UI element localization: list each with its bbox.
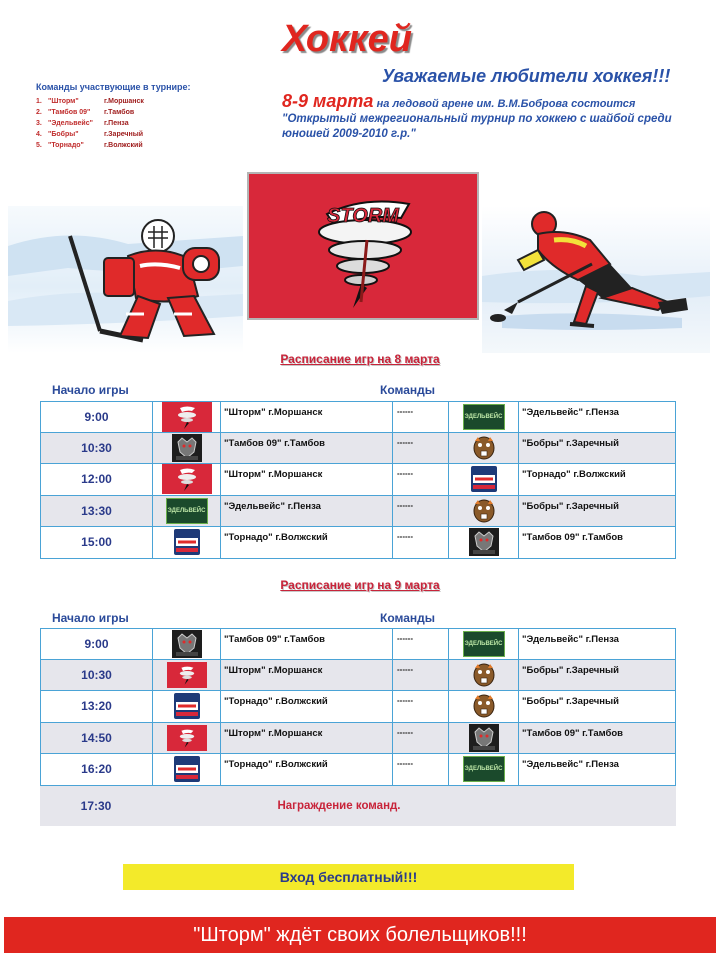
game-time: 9:00 — [41, 402, 153, 432]
team2-name: "Эдельвейс" г.Пенза — [522, 634, 619, 645]
team1-name: "Шторм" г.Моршанск — [221, 464, 393, 495]
tornado-logo-icon — [174, 756, 200, 782]
teams-heading: Команды участвующие в турнире: — [36, 82, 191, 92]
team2-logo-cell — [449, 660, 519, 691]
event-dates: 8-9 марта — [282, 91, 374, 111]
team-city: г.Заречный — [104, 131, 144, 138]
poster-title: Хоккей — [282, 18, 412, 60]
beaver-logo-icon — [472, 498, 496, 524]
day1-col-start: Начало игры — [52, 383, 129, 397]
award-row — [40, 786, 676, 826]
team-city: г.Волжский — [104, 142, 143, 149]
team1-name: "Шторм" г.Моршанск — [221, 723, 393, 754]
team-entry — [36, 120, 236, 131]
day2-schedule-table — [40, 628, 676, 826]
storm-logo-icon — [162, 402, 212, 432]
event-venue: на ледовой арене им. В.М.Боброва состоится — [376, 98, 636, 110]
teams-list — [36, 98, 236, 153]
schedule-row — [40, 433, 676, 465]
team1-logo-cell — [153, 691, 221, 722]
team2-name: "Эдельвейс" г.Пенза — [522, 759, 619, 770]
team1-name: "Шторм" г.Моршанск — [221, 402, 393, 432]
schedule-row — [40, 401, 676, 433]
team2-name: "Бобры" г.Заречный — [522, 500, 619, 512]
event-description — [282, 91, 712, 142]
greeting: Уважаемые любители хоккея!!! — [382, 66, 671, 86]
team2-name: "Тамбов 09" г.Тамбов — [522, 727, 624, 739]
team2-logo-cell — [449, 723, 519, 754]
team2-name: "Эдельвейс" г.Пенза — [522, 407, 619, 418]
team-name: "Эдельвейс" — [48, 120, 93, 127]
team1-name: "Эдельвейс" г.Пенза — [221, 496, 393, 527]
edelweiss-logo-icon: ЭДЕЛЬВЕЙС — [463, 404, 505, 430]
team-number: 5. — [36, 142, 42, 149]
game-time: 10:30 — [41, 660, 153, 691]
event-tournament: "Открытый межрегиональный турнир по хоккею с шайбой среди юношей 2009-2010 г.р." — [282, 113, 672, 140]
game-time: 15:00 — [41, 527, 153, 558]
day2-col-teams: Команды — [380, 611, 436, 625]
schedule-row — [40, 691, 676, 723]
team1-name: "Торнадо" г.Волжский — [221, 754, 393, 785]
versus-separator: ------ — [393, 464, 449, 495]
schedule-row — [40, 660, 676, 692]
team2-name: "Бобры" г.Заречный — [522, 696, 619, 707]
team1-logo-cell — [153, 464, 221, 495]
team1-logo-cell — [153, 402, 221, 432]
team2-name: "Торнадо" г.Волжский — [522, 469, 626, 480]
team-name: "Шторм" — [48, 98, 79, 105]
beaver-logo-icon — [472, 435, 496, 461]
schedule-row — [40, 496, 676, 528]
versus-separator: ------ — [393, 723, 449, 754]
team1-logo-cell — [153, 527, 221, 558]
participating-teams — [36, 82, 236, 153]
tambov-logo-icon — [172, 434, 202, 462]
team2-logo-cell — [449, 496, 519, 527]
versus-separator: ------ — [393, 691, 449, 722]
storm-logo-icon — [167, 725, 207, 751]
storm-logo-icon — [167, 662, 207, 688]
day1-col-teams: Команды — [380, 383, 436, 397]
goalie-illustration — [8, 206, 243, 353]
versus-separator: ------ — [393, 754, 449, 785]
team-city: г.Пенза — [104, 120, 129, 127]
game-time: 10:30 — [41, 433, 153, 464]
team1-logo-cell — [153, 496, 221, 527]
team1-name: "Торнадо" г.Волжский — [221, 527, 393, 558]
team-city: г.Тамбов — [104, 109, 135, 116]
skater-icon — [482, 206, 710, 353]
team2-logo-cell — [449, 527, 519, 558]
game-time: 9:00 — [41, 629, 153, 659]
team1-name: "Шторм" г.Моршанск — [221, 660, 393, 691]
edelweiss-logo-icon: ЭДЕЛЬВЕЙС — [463, 756, 505, 782]
team1-name: "Тамбов 09" г.Тамбов — [221, 629, 393, 659]
tambov-logo-icon — [469, 724, 499, 752]
team1-logo-cell — [153, 660, 221, 691]
skater-illustration — [482, 206, 710, 353]
edelweiss-logo-icon: ЭДЕЛЬВЕЙС — [166, 498, 208, 524]
edelweiss-logo-icon: ЭДЕЛЬВЕЙС — [463, 631, 505, 657]
schedule-row — [40, 628, 676, 660]
team2-logo-cell — [449, 754, 519, 785]
storm-logo-card — [247, 172, 479, 320]
footer-banner: "Шторм" ждёт своих болельщиков!!! — [4, 917, 716, 953]
storm-logo-icon — [249, 174, 477, 318]
team2-name: "Тамбов 09" г.Тамбов — [522, 532, 624, 543]
tornado-logo-icon — [174, 529, 200, 555]
schedule-row — [40, 527, 676, 559]
game-time: 12:00 — [41, 464, 153, 495]
schedule-row — [40, 723, 676, 755]
beaver-logo-icon — [472, 662, 496, 688]
game-time: 13:20 — [41, 691, 153, 722]
team1-name: "Тамбов 09" г.Тамбов — [221, 433, 393, 464]
team2-logo-cell — [449, 402, 519, 432]
team1-logo-cell — [153, 723, 221, 754]
game-time: 16:20 — [41, 754, 153, 785]
versus-separator: ------ — [393, 433, 449, 464]
versus-separator: ------ — [393, 402, 449, 432]
schedule-row — [40, 464, 676, 496]
versus-separator: ------ — [393, 629, 449, 659]
team-entry — [36, 109, 236, 120]
storm-logo-text: STORM — [327, 205, 399, 227]
day2-col-start: Начало игры — [52, 611, 129, 625]
team-name: "Торнадо" — [48, 142, 84, 149]
game-time: 14:50 — [41, 723, 153, 754]
game-time: 13:30 — [41, 496, 153, 527]
team-entry — [36, 98, 236, 109]
team2-name: "Бобры" г.Заречный — [522, 664, 619, 676]
schedule-row — [40, 754, 676, 786]
award-time: 17:30 — [80, 798, 112, 813]
day2-title: Расписание игр на 9 марта — [280, 578, 440, 592]
goalie-icon — [8, 206, 243, 353]
team-name: "Бобры" — [48, 131, 79, 138]
team-entry — [36, 142, 236, 153]
team1-name: "Торнадо" г.Волжский — [221, 691, 393, 722]
versus-separator: ------ — [393, 527, 449, 558]
tornado-logo-icon — [471, 466, 497, 492]
versus-separator: ------ — [393, 496, 449, 527]
team2-logo-cell — [449, 691, 519, 722]
free-entry-banner: Вход бесплатный!!! — [123, 864, 574, 890]
beaver-logo-icon — [472, 693, 496, 719]
team2-logo-cell — [449, 464, 519, 495]
team-number: 2. — [36, 109, 42, 116]
team2-logo-cell — [449, 629, 519, 659]
award-text: Награждение команд. — [277, 799, 401, 812]
team-number: 3. — [36, 120, 42, 127]
storm-logo-icon — [162, 464, 212, 494]
tornado-logo-icon — [174, 693, 200, 719]
day1-title: Расписание игр на 8 марта — [280, 352, 440, 366]
team-number: 1. — [36, 98, 42, 105]
team-name: "Тамбов 09" — [48, 109, 91, 116]
day1-schedule-table — [40, 401, 676, 559]
team-number: 4. — [36, 131, 42, 138]
team-city: г.Моршанск — [104, 98, 144, 105]
versus-separator: ------ — [393, 660, 449, 691]
team1-logo-cell — [153, 433, 221, 464]
team2-name: "Бобры" г.Заречный — [522, 437, 619, 449]
team1-logo-cell — [153, 629, 221, 659]
tambov-logo-icon — [172, 630, 202, 658]
tambov-logo-icon — [469, 528, 499, 556]
team2-logo-cell — [449, 433, 519, 464]
team-entry — [36, 131, 236, 142]
team1-logo-cell — [153, 754, 221, 785]
